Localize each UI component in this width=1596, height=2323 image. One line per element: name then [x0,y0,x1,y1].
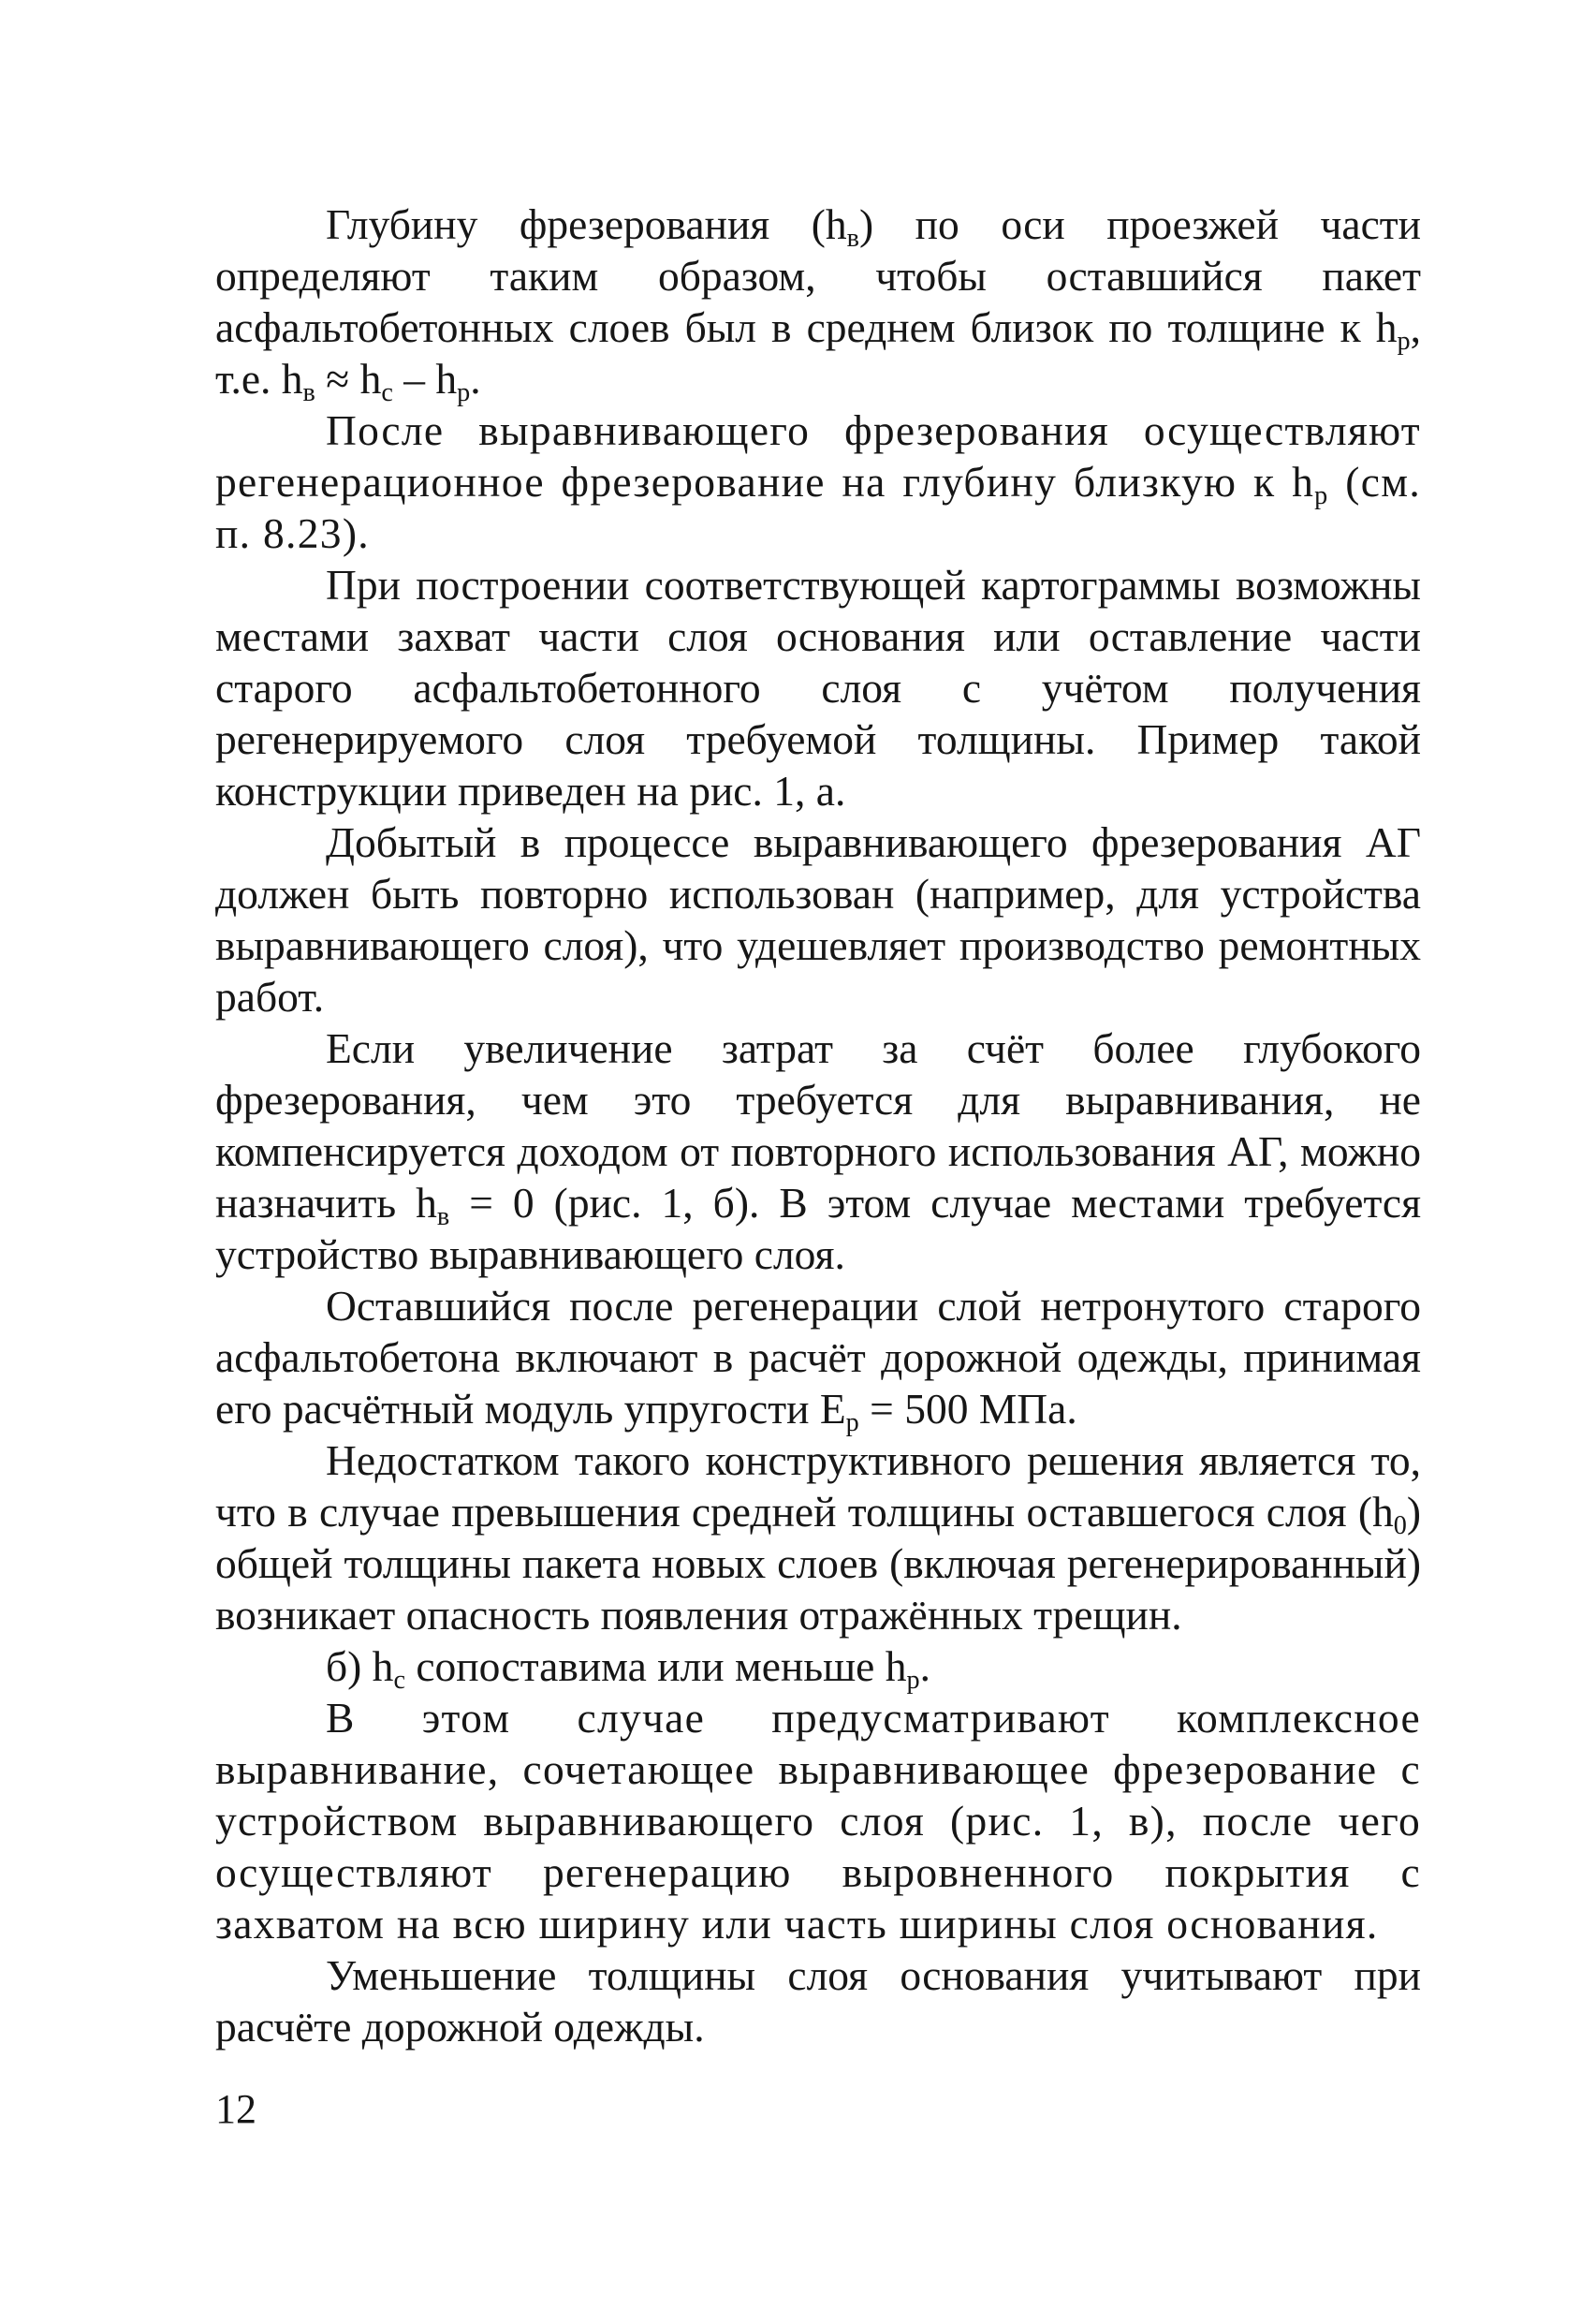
text-run: В этом случае предусматривают комплексное выравнивание, сочетающее выравнивающее фрезерование с устройством выравнивающего слоя (рис. 1, в), после чего осуществляют регенерацию выровненного покрытия с захватом на всю ширину или часть ширины слоя основания. [215,1694,1421,1948]
text-run: ≈ h [315,355,382,403]
subscript: с [393,1665,405,1695]
subscript: р [906,1665,920,1695]
text-run: После выравнивающего фрезерования осуществляют регенерационное фрезерование на глубину близкую к h [215,406,1421,506]
body-text [215,198,1421,2052]
text-run: – h [392,355,458,403]
text-run: Недостатком такого конструктивного решения является то, что в случае превышения средней толщины оставшегося слоя (h [215,1436,1421,1536]
subscript: р [1314,480,1329,510]
text-run: Уменьшение толщины слоя основания учитывают при расчёте дорожной одежды. [215,1951,1421,2051]
paragraph [215,1692,1421,1949]
paragraph [215,1640,1421,1695]
subscript: в [846,223,859,253]
text-run: ) общей толщины пакета новых слоев (включая регенерированный) возникает опасность появления отражённых трещин. [215,1488,1421,1639]
paragraph [215,404,1421,559]
paragraph [215,1434,1421,1640]
paragraph [215,1949,1421,2052]
text-run: Оставшийся после регенерации слой нетронутого старого асфальтобетона включают в расчёт дорожной одежды, принимая его расчётный модуль упругости Е [215,1282,1421,1433]
text-run: . [470,355,481,403]
text-run: , т.е. h [215,303,1421,403]
subscript: р [845,1407,859,1437]
subscript: в [302,377,315,407]
text-run: сопоставима или меньше h [404,1642,907,1690]
text-run: = 500 МПа. [858,1385,1077,1433]
subscript: р [457,377,471,407]
text-run: При построении соответствующей картограммы возможны местами захват части слоя основания или оставление части старого асфальтобетонного слоя с учётом получения регенерируемого слоя требуемой толщины. Пример такой конструкции приведен на рис. 1, а. [215,561,1421,815]
text-run: = 0 (рис. 1, б). В этом случае местами требуется устройство выравнивающего слоя. [215,1179,1422,1278]
paragraph [215,816,1421,1022]
subscript: 0 [1393,1510,1407,1540]
text-run: Добытый в процессе выравнивающего фрезерования АГ должен быть повторно использован (например, для устройства выравнивающего слоя), что удешевляет производство ремонтных работ. [215,818,1421,1021]
text-run: б) h [326,1642,394,1690]
text-run: Если увеличение затрат за счёт более глубокого фрезерования, чем это требуется для выравнивания, не компенсируется доходом от повторного использования АГ, можно назначить h [215,1024,1421,1227]
text-run: ) по оси проезжей части определяют таким образом, чтобы оставшийся пакет асфальтобетонных слоев был в среднем близок по толщине к h [215,200,1421,351]
subscript: с [381,377,393,407]
text-run: (см. п. 8.23). [215,458,1421,557]
paragraph [215,198,1421,407]
subscript: в [436,1201,450,1231]
page-number: 12 [215,2086,256,2132]
paragraph [215,1022,1421,1280]
subscript: р [1397,326,1411,356]
paragraph [215,1280,1421,1437]
text-run: Глубину фрезерования (h [326,200,847,248]
paragraph [215,559,1421,816]
text-run: . [919,1642,930,1690]
